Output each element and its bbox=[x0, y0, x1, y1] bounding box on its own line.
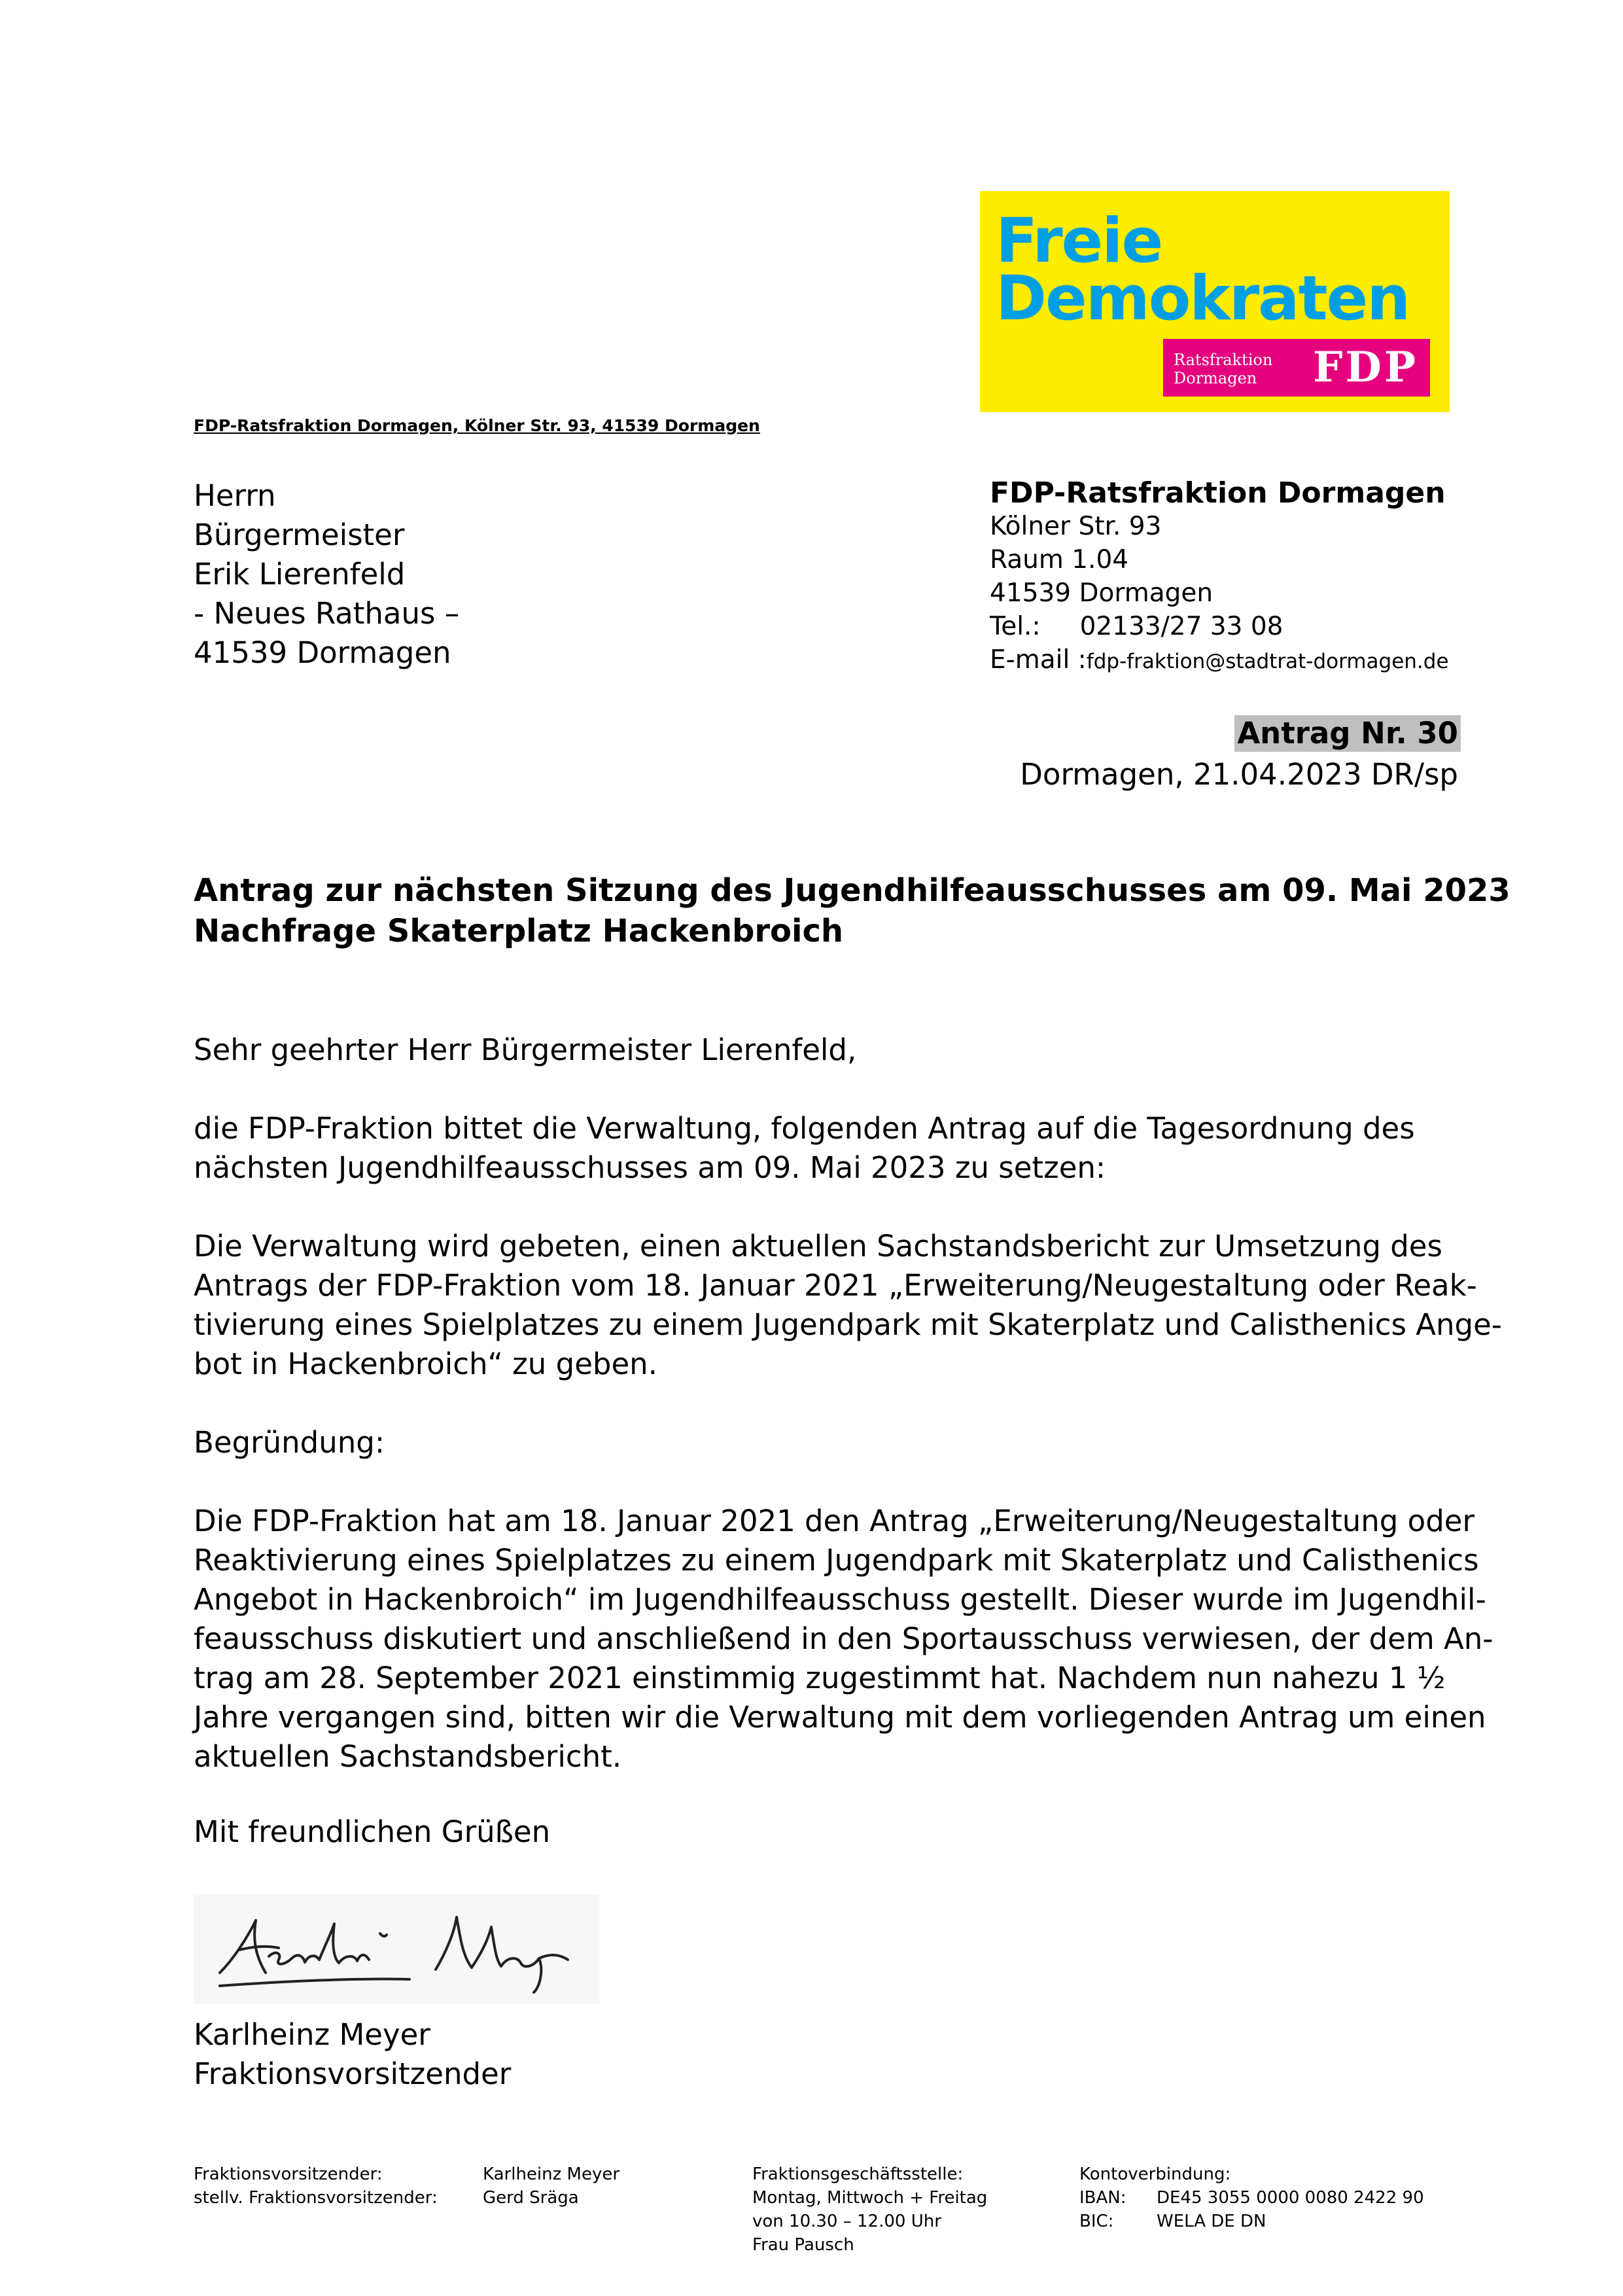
phone-value: 02133/27 33 08 bbox=[1079, 612, 1283, 641]
footer-office-line: Fraktionsgeschäftsstelle: bbox=[752, 2164, 964, 2184]
salutation: Sehr geehrter Herr Bürgermeister Lierenfeld, bbox=[194, 1033, 857, 1067]
handwritten-signature bbox=[194, 1894, 599, 2004]
text-line: Jahre vergangen sind, bitten wir die Verwaltung mit dem vorliegenden Antrag um einen bbox=[194, 1700, 1486, 1735]
footer-names bbox=[483, 2163, 620, 2210]
logo-fdp-badge bbox=[1163, 339, 1430, 397]
logo-sub-ratsfraktion: Ratsfraktion bbox=[1174, 351, 1273, 369]
bank-iban bbox=[1079, 2186, 1424, 2210]
recipient-line: Herrn bbox=[194, 478, 276, 513]
sender-phone bbox=[990, 610, 1449, 643]
sender-room: Raum 1.04 bbox=[990, 545, 1129, 574]
footer-name: Gerd Sräga bbox=[483, 2188, 579, 2208]
text-line: die FDP-Fraktion bittet die Verwaltung, folgenden Antrag auf die Tagesordnung des bbox=[194, 1111, 1415, 1146]
motion-number: Antrag Nr. 30 bbox=[1234, 715, 1461, 752]
bank-title: Kontoverbindung: bbox=[1079, 2164, 1231, 2184]
text-line: Reaktivierung eines Spielplatzes zu einem Jugendpark mit Skaterplatz und Calisthenics bbox=[194, 1543, 1479, 1578]
sender-name: FDP-Ratsfraktion Dormagen bbox=[990, 476, 1446, 510]
text-line: Antrags der FDP-Fraktion vom 18. Januar 2021 „Erweiterung/Neugestaltung oder Reak- bbox=[194, 1268, 1477, 1303]
recipient-line: Erik Lierenfeld bbox=[194, 557, 406, 592]
bank-bic bbox=[1079, 2210, 1424, 2233]
sender-street: Kölner Str. 93 bbox=[990, 512, 1162, 541]
date-reference: Dormagen, 21.04.2023 DR/sp bbox=[1020, 757, 1458, 792]
footer-labels bbox=[194, 2163, 438, 2210]
paragraph-motion bbox=[194, 1227, 1502, 1384]
logo-sub-dormagen: Dormagen bbox=[1174, 369, 1257, 387]
footer-office-line: Frau Pausch bbox=[752, 2235, 854, 2255]
text-line: tivierung eines Spielplatzes zu einem Jugendpark mit Skaterplatz und Calisthenics Ange- bbox=[194, 1307, 1503, 1342]
logo-line-freie: Freie bbox=[996, 205, 1162, 277]
footer-office-line: von 10.30 – 12.00 Uhr bbox=[752, 2212, 941, 2231]
signer-role: Fraktionsvorsitzender bbox=[194, 2057, 512, 2091]
text-line: trag am 28. September 2021 einstimmig zugestimmt hat. Nachdem nun nahezu 1 ½ bbox=[194, 1661, 1446, 1695]
email-value: fdp-fraktion@stadtrat-dormagen.de bbox=[1086, 650, 1449, 673]
logo-line-demokraten: Demokraten bbox=[996, 263, 1410, 334]
recipient-line: - Neues Rathaus – bbox=[194, 596, 460, 631]
bic-label: BIC: bbox=[1079, 2212, 1114, 2231]
paragraph-reason bbox=[194, 1502, 1493, 1776]
footer-bank bbox=[1079, 2163, 1424, 2233]
footer-label: Fraktionsvorsitzender: bbox=[194, 2164, 383, 2184]
recipient-address bbox=[194, 476, 459, 673]
recipient-line: Bürgermeister bbox=[194, 518, 405, 552]
sender-block bbox=[990, 476, 1449, 679]
text-line: Die FDP-Fraktion hat am 18. Januar 2021 den Antrag „Erweiterung/Neugestaltung oder bbox=[194, 1504, 1475, 1538]
signer-block bbox=[194, 2015, 511, 2094]
text-line: nächsten Jugendhilfeausschusses am 09. Mai 2023 zu setzen: bbox=[194, 1150, 1106, 1185]
footer-label: stellv. Fraktionsvorsitzender: bbox=[194, 2188, 438, 2208]
text-line: aktuellen Sachstandsbericht. bbox=[194, 1739, 622, 1774]
text-line: Die Verwaltung wird gebeten, einen aktuellen Sachstandsbericht zur Umsetzung des bbox=[194, 1229, 1442, 1263]
text-line: feausschuss diskutiert und anschließend in den Sportausschuss verwiesen, der dem An- bbox=[194, 1621, 1493, 1656]
footer-name: Karlheinz Meyer bbox=[483, 2164, 620, 2184]
reason-label: Begründung: bbox=[194, 1425, 385, 1460]
subject-line: Antrag zur nächsten Sitzung des Jugendhilfeausschusses am 09. Mai 2023 bbox=[194, 872, 1510, 909]
fdp-logo bbox=[980, 191, 1450, 412]
iban-label: IBAN: bbox=[1079, 2188, 1126, 2208]
sender-city: 41539 Dormagen bbox=[990, 578, 1213, 608]
paragraph-request bbox=[194, 1109, 1415, 1188]
sender-email bbox=[990, 643, 1449, 679]
recipient-line: 41539 Dormagen bbox=[194, 635, 451, 670]
closing-phrase: Mit freundlichen Grüßen bbox=[194, 1814, 551, 1849]
return-address-line: FDP-Ratsfraktion Dormagen, Kölner Str. 93, 41539 Dormagen bbox=[194, 416, 760, 435]
logo-fdp-text: FDP bbox=[1312, 343, 1418, 392]
iban-value: DE45 3055 0000 0080 2422 90 bbox=[1157, 2188, 1424, 2208]
text-line: Angebot in Hackenbroich“ im Jugendhilfeausschuss gestellt. Dieser wurde im Jugendhil- bbox=[194, 1582, 1486, 1617]
text-line: bot in Hackenbroich“ zu geben. bbox=[194, 1347, 657, 1381]
phone-label: Tel.: bbox=[990, 612, 1041, 641]
signer-name: Karlheinz Meyer bbox=[194, 2017, 430, 2052]
footer-office-line: Montag, Mittwoch + Freitag bbox=[752, 2188, 988, 2208]
email-label: E-mail : bbox=[990, 645, 1087, 675]
subject-heading bbox=[194, 870, 1510, 951]
footer-office bbox=[752, 2163, 987, 2257]
bic-value: WELA DE DN bbox=[1157, 2212, 1266, 2231]
subject-line: Nachfrage Skaterplatz Hackenbroich bbox=[194, 913, 844, 949]
